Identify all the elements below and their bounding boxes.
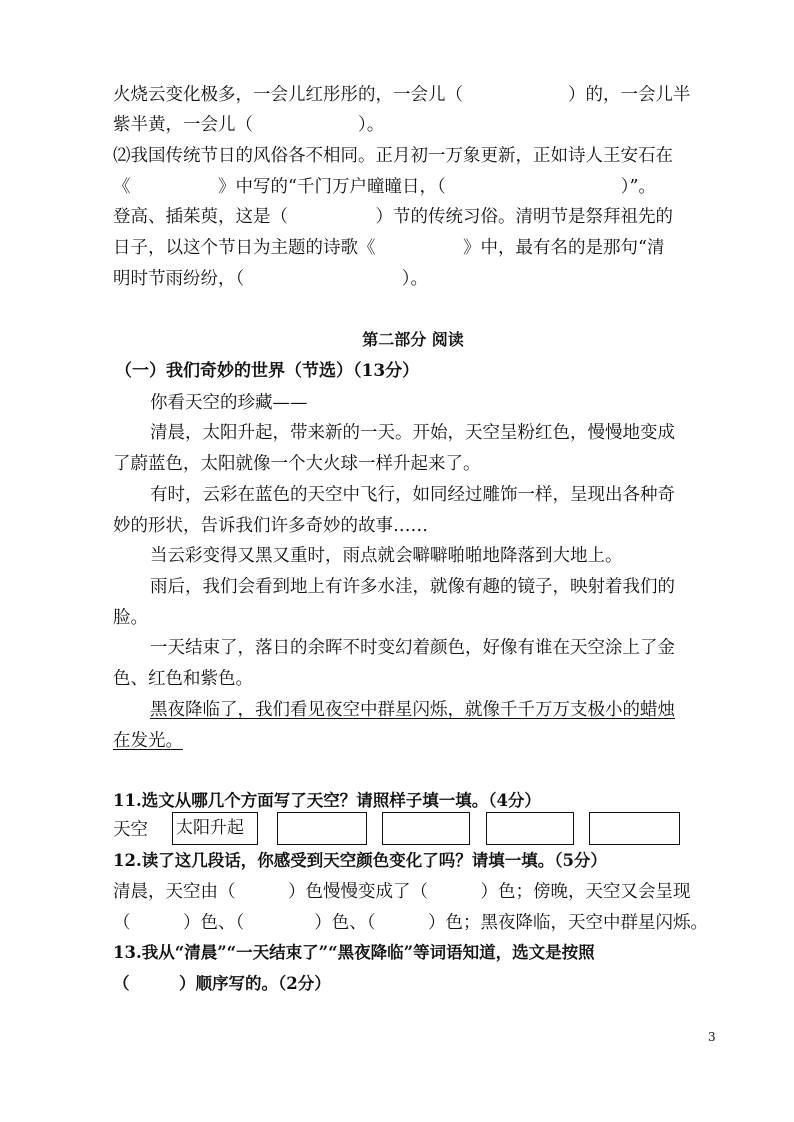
question-12: 12.读了这几段话，你感受到天空颜色变化了吗？请填一填。（5分） [113,851,607,870]
passage-line: 脸。 [113,608,148,628]
text-line: ⑵我国传统节日的风俗各不相同。正月初一万象更新，正如诗人王安石在 [113,146,673,166]
question-11: 11.选文从哪几个方面写了天空？请照样子填一填。（4分） [113,791,541,810]
page-number: 3 [708,1030,716,1044]
answer-box[interactable] [589,812,680,845]
passage-line: 有时，云彩在蓝色的天空中飞行，如同经过雕饰一样，呈现出各种奇 [150,485,675,505]
text-line: 火烧云变化极多，一会儿红彤彤的，一会儿（ ）的，一会儿半 [113,85,691,105]
text-line: 登高、插茱萸，这是（ ）节的传统习俗。清明节是祭拜祖先的 [113,207,673,227]
underlined-passage-line: 黑夜降临了，我们看见夜空中群星闪烁，就像千千万万支极小的蜡烛 [150,700,675,720]
answer-box[interactable] [382,812,470,845]
passage-title: （一）我们奇妙的世界（节选）（13分） [115,361,420,381]
passage-line: 色、红色和紫色。 [113,669,253,689]
passage-line: 雨后，我们会看到地上有许多水洼，就像有趣的镜子，映射着我们的 [150,577,675,597]
passage-line: 你看天空的珍藏—— [150,393,308,413]
question-13: （ ）顺序写的。（2分） [113,974,331,993]
passage-line: 了蔚蓝色，太阳就像一个大火球一样升起来了。 [113,454,481,474]
text-line: 日子，以这个节日为主题的诗歌《 》中，最有名的是那句“清 [113,238,665,258]
section-title: 第二部分 阅读 [362,330,464,349]
passage-line: 清晨，太阳升起，带来新的一天。开始，天空呈粉红色，慢慢地变成 [150,423,675,443]
passage-line: 妙的形状，告诉我们许多奇妙的故事…… [113,516,428,536]
question-12-line: 清晨，天空由（ ）色慢慢变成了（ ）色；傍晚，天空又会呈现 [113,882,691,902]
answer-box-example: 太阳升起 [172,812,258,845]
underlined-passage-line: 在发光。 [113,731,183,751]
text-line: 《 》中写的“千门万户曈曈日，（ ）”。 [113,177,656,197]
text-line: 明时节雨纷纷，（ ）。 [113,269,428,289]
question-13: 13.我从“清晨”“一天结束了”“黑夜降临”等词语知道，选文是按照 [113,943,595,962]
passage-line: 一天结束了，落日的余晖不时变幻着颜色，好像有谁在天空涂上了金 [150,638,675,658]
answer-box[interactable] [277,812,367,845]
sky-label: 天空 [113,820,148,840]
text-line: 紫半黄，一会儿（ ）。 [113,115,385,135]
answer-box[interactable] [486,812,574,845]
question-12-line: （ ）色、（ ）色、（ ）色；黑夜降临，天空中群星闪烁。 [113,913,708,933]
passage-line: 当云彩变得又黑又重时，雨点就会噼噼啪啪地降落到大地上。 [150,546,623,566]
